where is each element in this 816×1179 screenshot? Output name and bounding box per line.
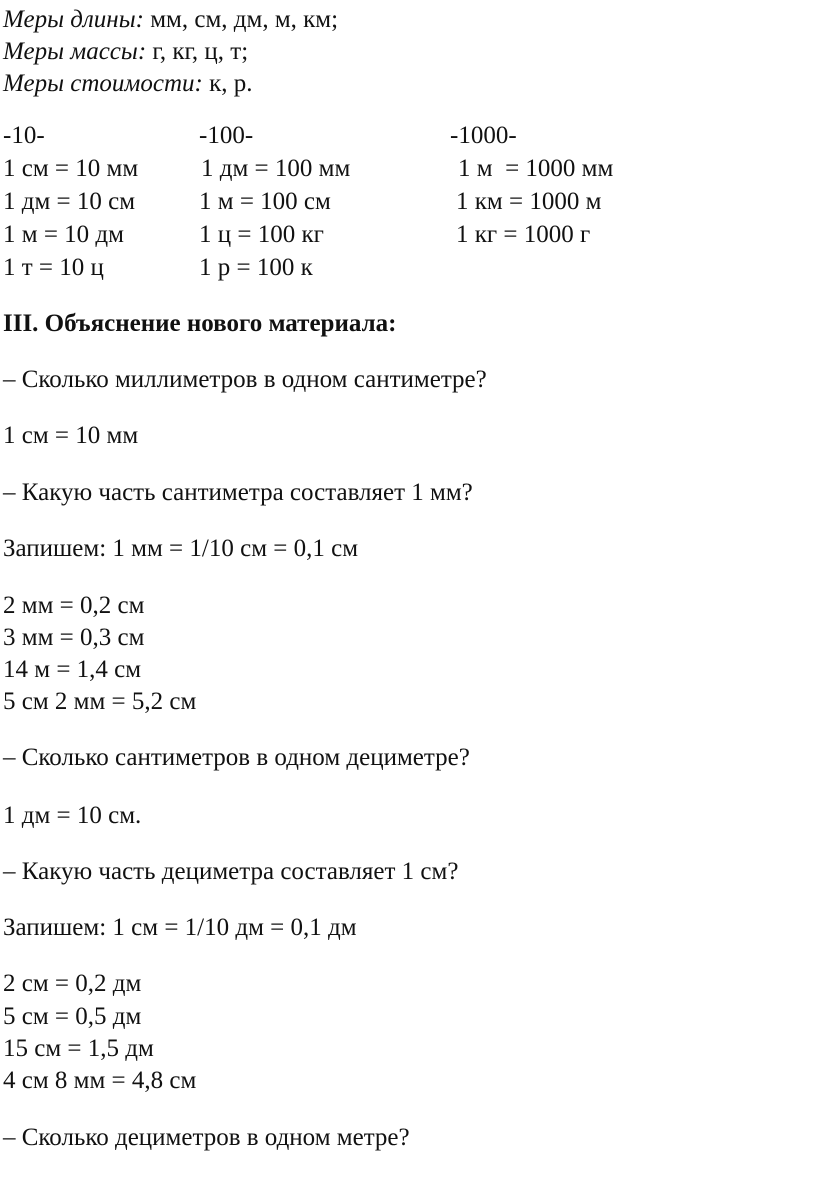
answer-line: 1 см = 10 мм — [3, 422, 139, 449]
table-cell: 1 см = 10 мм — [3, 155, 139, 182]
mass-label: Меры массы: — [3, 38, 147, 65]
question-line: – Сколько сантиметров в одном дециметре? — [3, 744, 470, 771]
table-cell: 1 р = 100 к — [199, 254, 313, 281]
example-line: 3 мм = 0,3 см — [3, 624, 145, 651]
table-cell: 1 дм = 10 см — [3, 188, 136, 215]
question-line: – Сколько миллиметров в одном сантиметре? — [3, 366, 487, 393]
record-line: Запишем: 1 см = 1/10 дм = 0,1 дм — [3, 914, 357, 941]
question-line: – Какую часть сантиметра составляет 1 мм? — [3, 479, 473, 506]
question-line: – Какую часть дециметра составляет 1 см? — [3, 858, 459, 885]
table-cell: 1 т = 10 ц — [3, 254, 104, 281]
record-line: Запишем: 1 мм = 1/10 см = 0,1 см — [3, 535, 359, 562]
example-line: 2 см = 0,2 дм — [3, 970, 142, 997]
measures-length-line — [3, 4, 338, 36]
example-line: 5 см = 0,5 дм — [3, 1003, 142, 1030]
example-line: 5 см 2 мм = 5,2 см — [3, 688, 197, 715]
table-cell: 1 м = 10 дм — [3, 221, 124, 248]
table-cell: 1 м = 100 см — [199, 188, 331, 215]
example-line: 14 м = 1,4 см — [3, 656, 142, 683]
measures-mass-line — [3, 36, 248, 68]
example-line: 4 см 8 мм = 4,8 см — [3, 1067, 197, 1094]
question-line: – Сколько дециметров в одном метре? — [3, 1124, 410, 1151]
answer-line: 1 дм = 10 см. — [3, 802, 142, 829]
cost-label: Меры стоимости: — [3, 70, 203, 97]
length-units: мм, см, дм, м, км; — [143, 6, 339, 33]
table-header-100: -100- — [199, 122, 254, 149]
table-cell: 1 км = 1000 м — [456, 188, 602, 215]
length-label: Меры длины: — [3, 6, 144, 33]
example-line: 2 мм = 0,2 см — [3, 592, 145, 619]
mass-units: г, кг, ц, т; — [146, 38, 249, 65]
table-cell: 1 дм = 100 мм — [201, 155, 351, 182]
table-cell: 1 кг = 1000 г — [456, 221, 591, 248]
cost-units: к, р. — [202, 70, 253, 97]
example-line: 15 см = 1,5 дм — [3, 1035, 154, 1062]
measures-cost-line — [3, 68, 253, 100]
table-cell: 1 ц = 100 кг — [199, 221, 324, 248]
table-cell: 1 м = 1000 мм — [458, 155, 614, 182]
table-header-10: -10- — [3, 122, 45, 149]
section-title: III. Объяснение нового материала: — [3, 310, 397, 337]
table-header-1000: -1000- — [450, 122, 517, 149]
